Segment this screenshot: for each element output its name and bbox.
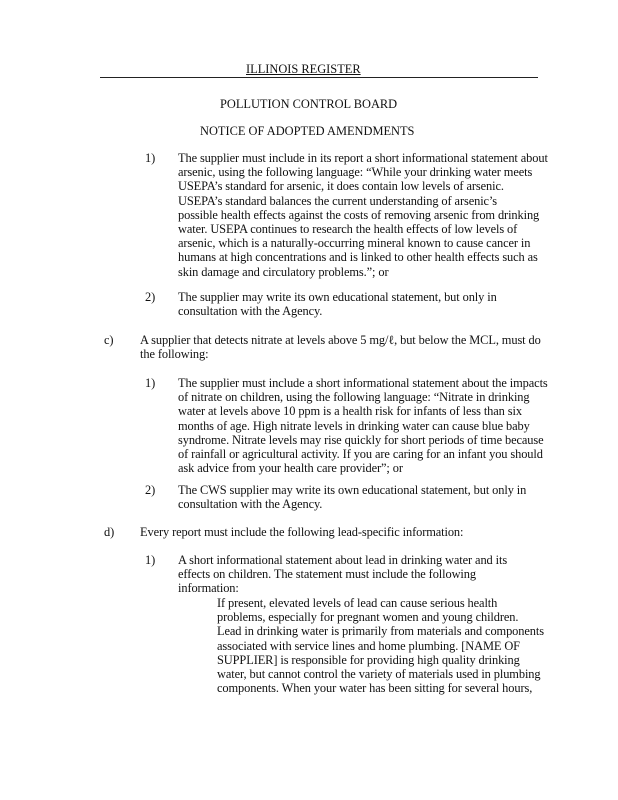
text-line: information: — [178, 581, 239, 596]
text-line: The supplier must include a short informational statement about the impacts — [178, 376, 548, 390]
item-label: d) — [104, 525, 115, 539]
text-line: If present, elevated levels of lead can cause serious health — [217, 596, 498, 610]
text-line: SUPPLIER] is responsible for providing high quality drinking — [217, 652, 520, 667]
text-line: problems, especially for pregnant women and young children. — [217, 610, 519, 625]
text-line: months of age. High nitrate levels in drinking water can cause blue baby — [178, 418, 530, 433]
text-line: water at levels above 10 ppm is a health risk for infants of less than six — [178, 404, 522, 419]
text-line: components. When your water has been sitting for several hours, — [217, 681, 533, 696]
text-line: water. USEPA continues to research the health effects of low levels of — [178, 222, 518, 236]
text-line: A short informational statement about lead in drinking water and its — [178, 553, 508, 567]
text-line: Every report must include the following lead-specific information: — [140, 525, 464, 539]
text-line: water, but cannot control the variety of materials used in plumbing — [217, 667, 541, 681]
item-label: c) — [104, 333, 114, 347]
item-label: 2) — [145, 290, 156, 304]
text-line: arsenic, using the following language: “While your drinking water meets — [178, 165, 533, 180]
text-line: consultation with the Agency. — [178, 304, 323, 319]
text-line: syndrome. Nitrate levels may rise quickly for short periods of time because — [178, 432, 544, 447]
header-rule — [100, 77, 538, 78]
text-line: Lead in drinking water is primarily from materials and components — [217, 624, 544, 639]
text-line: The supplier may write its own educational statement, but only in — [178, 290, 497, 304]
text-line: effects on children. The statement must include the following — [178, 567, 476, 582]
text-line: A supplier that detects nitrate at levels above 5 mg/ℓ, but below the MCL, must do — [140, 333, 541, 347]
text-line: the following: — [140, 347, 209, 362]
item-label: 1) — [145, 376, 156, 390]
text-line: The supplier must include in its report a short informational statement about — [178, 151, 548, 165]
notice-title: NOTICE OF ADOPTED AMENDMENTS — [200, 124, 415, 138]
text-line: USEPA’s standard balances the current understanding of arsenic’s — [178, 193, 498, 208]
text-line: arsenic, which is a naturally-occurring mineral known to cause cancer in — [178, 236, 531, 251]
text-line: of nitrate on children, using the following language: “Nitrate in drinking — [178, 390, 530, 405]
item-label: 1) — [145, 553, 156, 567]
text-line: ask advice from your health care provider”; or — [178, 461, 403, 476]
item-label: 1) — [145, 151, 156, 165]
register-title: ILLINOIS REGISTER — [246, 62, 361, 76]
text-line: associated with service lines and home plumbing. [NAME OF — [217, 638, 520, 653]
board-title: POLLUTION CONTROL BOARD — [220, 97, 398, 111]
item-label: 2) — [145, 483, 156, 497]
text-line: The CWS supplier may write its own educational statement, but only in — [178, 483, 527, 497]
text-line: possible health effects against the costs of removing arsenic from drinking — [178, 207, 540, 222]
text-line: USEPA’s standard for arsenic, it does contain low levels of arsenic. — [178, 179, 504, 194]
text-line: of rainfall or agricultural activity. If you are caring for an infant you should — [178, 447, 543, 461]
text-line: skin damage and circulatory problems.”; or — [178, 264, 389, 279]
text-line: consultation with the Agency. — [178, 497, 323, 512]
text-line: humans at high concentrations and is linked to other health effects such as — [178, 250, 538, 265]
